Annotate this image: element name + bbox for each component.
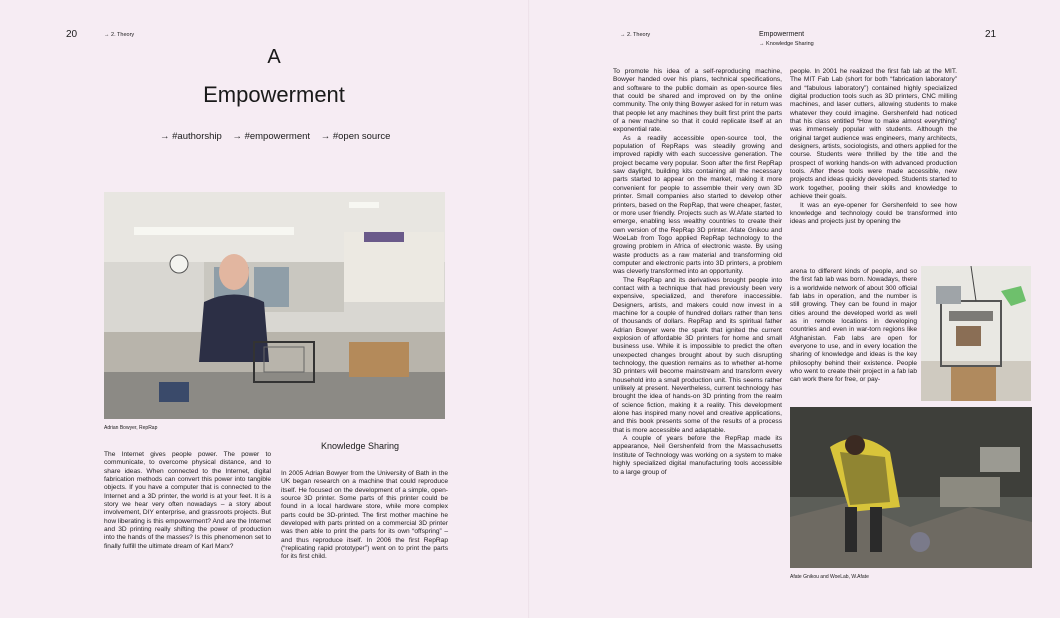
photo-caption-left: Adrian Bowyer, RepRap <box>104 425 158 431</box>
paragraph: It was an eye-opener for Gershenfeld to see how knowledge and technology could be transformed into ideas and projects just by opening the <box>790 201 957 226</box>
left-column-1 <box>104 451 271 551</box>
left-running-head: → 2. Theory <box>104 32 135 38</box>
paragraph: As a readily accessible open-source tool, the population of RepRaps was steadily growing and improved rapidly with each successive generation. The project became very popular. Soon after the first RepRap saw daylight, building kits containing all the necessary parts started to appear on the market, making it more convenient for people to assemble their very own 3D printer. Small companies also started to develop other printers, based on the RepRap, that were cheaper, faster, or more user friendly. Projects such as W.Afate started to emerge, enabling less wealthy countries to create their own version of the RepRap 3D printer. Afate Gnikou and WoeLab from Togo applied RepRap technology to the growing problem in Africa of electronic waste. By using waste products as a raw material and transforming old computer and electronic parts into 3D printers, a problem was cleverly transformed into an opportunity. <box>613 134 782 276</box>
paragraph: In 2005 Adrian Bowyer from the University of Bath in the UK began research on a machine that could reproduce itself. He focused on the development of a simple, open-source 3D printer. Some parts of this printer could be found in a local hardware store, while more complex parts could be 3D-printed. The first mother machine he developed with parts printed on a commercial 3D printer was then able to print the parts for its own “offspring” – and thus reproduce itself. In 2006 the first RepRap (“replicating rapid prototyper”) went on to print the parts for its first child. <box>281 470 448 561</box>
paragraph: The Internet gives people power. The power to communicate, to overcome physical distance, and to share ideas. When connected to the Internet, digital fabrication methods can convert this power into tangible objects. If you have a computer that is connected to the Internet and a 3D printer, the world is at your feet. It is a story we hear very often nowadays – a story about involvement, DIY enterprise, and grassroots projects. But how liberating is this empowerment? And are the Internet and 3D printing really shifting the power of production into the hands of the masses? Is this phenomenon set to finally fulfill the ultimate dream of Karl Marx? <box>104 451 271 550</box>
tag-empowerment: → #empowerment <box>232 131 311 142</box>
right-page <box>530 0 1060 618</box>
section-heading: Knowledge Sharing <box>320 441 400 451</box>
right-page-number: 21 <box>985 29 997 40</box>
tag-authorship: → #authorship <box>160 131 222 142</box>
right-header-title: Empowerment <box>759 31 805 38</box>
photo-caption-right: Afate Gnikou and WoeLab, W.Afate <box>790 574 869 580</box>
right-column-2 <box>790 68 957 227</box>
printer-photo <box>921 266 1031 401</box>
right-running-head: → 2. Theory <box>620 32 651 38</box>
tag-list <box>160 131 398 142</box>
paragraph: A couple of years before the RepRap made its appearance, Neil Gershenfeld from the Massachusetts Institute of Technology was working on a system to make highly specialized digital manufacturing tools accessible to a large group of <box>613 435 782 476</box>
paragraph: To promote his idea of a self-reproducing machine, Bowyer handed over his plans, technical specifications, and software to the public domain as open-source files that could be shared and improved on by the online community. The only thing Bowyer asked for in return was that people let any machines they built first print the parts of a new machine so that it could replicate itself at an exponential rate. <box>613 68 782 134</box>
adrian-bowyer-photo <box>104 192 445 419</box>
left-page-number: 20 <box>66 29 78 40</box>
tag-open-source: → #open source <box>320 131 391 142</box>
woelab-photo <box>790 407 1032 568</box>
paragraph: The RepRap and its derivatives brought people into contact with a technique that had previously been very expensive, specialized, and therefore inaccessible. Designers, artists, and makers could now invest in a machine for a couple of hundred dollars rather than tens of thousands of dollars. RepRap and its spiritual father Adrian Bowyer were the spark that ignited the current explosion of affordable 3D printers for home and small business use. While it is impossible to predict the often unexpected changes brought about by such disrupting technology, the question remains as to whether at-home 3D printers will become mainstream and transform every household into a small production unit. This seems rather unlikely at present. Nevertheless, current technology has brought the idea of hands-on 3D printing from the realm of science fiction, making it a reality. This development alone has inspired many novel and creative applications, and this book presents some of the results of a process that is more accessible and adaptable. <box>613 276 782 434</box>
paragraph: arena to different kinds of people, and so the first fab lab was born. Nowadays, there is a worldwide network of about 300 official fab labs in operation, and the number is still growing. They can be found in major cities around the developed world as well as in remote locations in developing countries and even in war-torn regions like Afghanistan. Fab labs are open for everyone to use, and in every location the sharing of knowledge and ideas is the key philosophy behind their existence. People who went to create their project in a fab lab can work there for free, or pay- <box>790 268 917 384</box>
right-header-subtitle: → Knowledge Sharing <box>759 41 814 47</box>
right-column-1 <box>613 68 782 477</box>
chapter-title: Empowerment <box>203 82 345 107</box>
left-column-2 <box>281 470 448 562</box>
chapter-letter: A <box>267 46 281 68</box>
paragraph: people. In 2001 he realized the first fab lab at the MIT. The MIT Fab Lab (short for both “fabrication laboratory” and “fabulous laboratory”) contained highly specialized digital production tools such as 3D printers, CNC milling machines, and laser cutters, allowing students to make whatever they could imagine. Gershenfeld had noticed that his class entitled “How to make almost everything” was immensely popular with students. Although the original target audience was engineers, many architects, designers, artists, sociologists, and others applied for the course. Students were thrilled by the title and the prospect of working hands-on with advanced production tools. After these tools were made accessible, new projects and ideas quickly developed. Students started to work together, pooling their skills and knowledge to achieve their goals. <box>790 68 957 201</box>
right-column-2-narrow <box>790 268 917 385</box>
